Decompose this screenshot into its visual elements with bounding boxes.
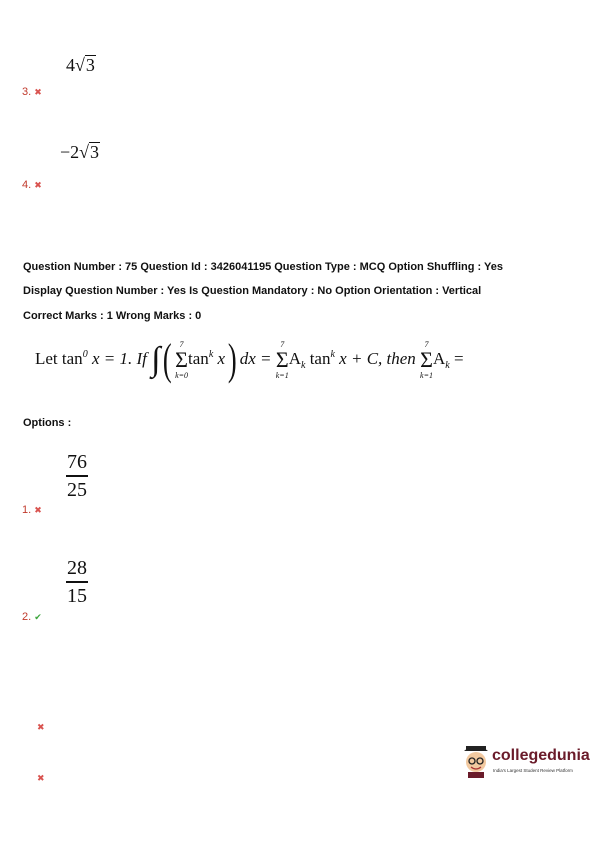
cross-icon: ✖ [37,722,45,732]
sum-symbol: 7 Σ k=1 [275,340,289,380]
sum-symbol: 7 Σ k=1 [420,340,433,380]
cross-icon: ✖ [37,773,45,783]
cross-icon: ✖ [34,505,42,515]
question-meta-line-1: Question Number : 75 Question Id : 3426041195 Question Type : MCQ Option Shuffling : Yes [23,261,504,273]
question-text: Let $\tan^0 x = 1$. If ∫( 7 Σ k=0 $\tan^k x$) dx = 7 Σ k=1 $A_k$ $\tan^k x + C$, then 7 Σ k=1 $A_k$ = [35,335,464,384]
cross-icon: ✖ [34,87,42,97]
check-icon: ✔ [34,612,42,622]
option-1-value: 76 25 [67,451,87,501]
option-3-label: 3. ✖ [22,86,42,98]
cross-icon: ✖ [34,180,42,190]
option-4-value: −2√3 [60,142,100,162]
question-meta-line-3: Correct Marks : 1 Wrong Marks : 0 [23,310,202,322]
question-meta-line-2: Display Question Number : Yes Is Question Mandatory : No Option Orientation : Vertical [23,285,482,297]
sum-symbol: 7 Σ k=0 [175,340,189,380]
logo-tagline: India's Largest Student Review Platform [493,768,573,773]
option-3-value: 4√3 [66,55,95,75]
mascot-icon [462,744,492,778]
logo-name: collegedunia [492,747,590,764]
option-1-label: 1. ✖ [22,504,42,516]
collegedunia-logo [462,744,590,780]
option-2-label: 2. ✔ [22,611,42,623]
option-4-label: 4. ✖ [22,179,42,191]
options-heading: Options : [23,417,72,429]
option-2-value: 28 15 [67,557,87,607]
